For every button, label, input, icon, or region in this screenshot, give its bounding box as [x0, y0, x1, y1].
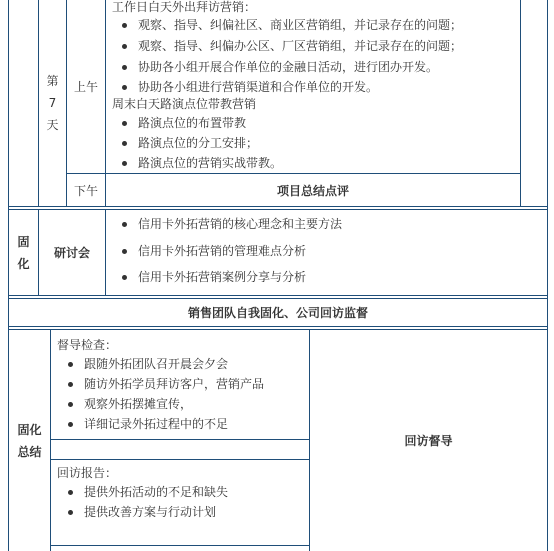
- morning-bullet: 观察、指导、纠偏办公区、厂区营销组，并记录存在的问题；: [118, 36, 462, 56]
- inspection-bullet: 观察外拓摆摊宣传，: [64, 394, 192, 414]
- afternoon-content: 项目总结点评: [276, 183, 349, 198]
- divider-h: [50, 439, 310, 440]
- afternoon-label: 下午: [73, 183, 98, 198]
- divider-h: [8, 326, 548, 327]
- summary-label-line: 总结: [17, 444, 42, 459]
- inspection-title: 督导检查：: [57, 338, 118, 352]
- divider-v: [50, 329, 51, 551]
- consolidate-label-char: 固: [17, 234, 30, 249]
- morning-heading: 工作日白天外出拜访营销：: [112, 0, 257, 14]
- summary-label-line: 固化: [17, 422, 42, 437]
- morning-bullet: 观察、指导、纠偏社区、商业区营销组，并记录存在的问题；: [118, 15, 462, 35]
- divider-v: [520, 0, 521, 207]
- seminar-label: 研讨会: [53, 246, 90, 260]
- seminar-bullet: 信用卡外拓营销的核心理念和主要方法: [118, 214, 342, 234]
- divider-h: [50, 459, 310, 460]
- morning-label: 上午: [73, 80, 98, 94]
- border-right: [547, 0, 548, 551]
- summary-label: [9, 330, 50, 551]
- divider-h: [8, 295, 548, 296]
- divider-v: [105, 209, 106, 296]
- day7-label: [39, 0, 66, 206]
- morning-bullet: 路演点位的营销实战带教。: [118, 153, 282, 173]
- inspection-bullet: 随访外拓学员拜访客户，营销产品: [64, 374, 264, 394]
- morning-bullet: 路演点位的分工安排；: [118, 133, 258, 153]
- day7-label-char: 第: [46, 74, 59, 88]
- morning-heading: 周末白天路演点位带教营销: [112, 97, 257, 111]
- morning-bullet: 协助各小组开展合作单位的金融日活动，进行团办开发。: [118, 57, 438, 77]
- day7-label-char: 7: [48, 96, 57, 110]
- report-bullet: 提供改善方案与行动计划: [64, 502, 216, 522]
- divider-h: [8, 206, 548, 207]
- divider-h: [50, 545, 310, 546]
- seminar-bullet: 信用卡外拓营销的管理难点分析: [118, 241, 306, 261]
- section-header: 销售团队自我固化、公司回访监督: [187, 306, 368, 320]
- inspection-bullet: 详细记录外拓过程中的不足: [64, 414, 228, 434]
- inspection-bullet: 跟随外拓团队召开晨会夕会: [64, 354, 228, 374]
- seminar-bullet: 信用卡外拓营销案例分享与分析: [118, 267, 306, 287]
- consolidate-label: [9, 210, 38, 295]
- day7-label-char: 天: [46, 118, 59, 132]
- report-title: 回访报告：: [57, 466, 118, 480]
- report-bullet: 提供外拓活动的不足和缺失: [64, 482, 228, 502]
- followup-label: 回访督导: [404, 434, 453, 448]
- consolidate-label-char: 化: [17, 256, 30, 271]
- morning-bullet: 路演点位的布置带教: [118, 113, 246, 133]
- morning-bullet: 协助各小组进行营销渠道和合作单位的开发。: [118, 77, 378, 97]
